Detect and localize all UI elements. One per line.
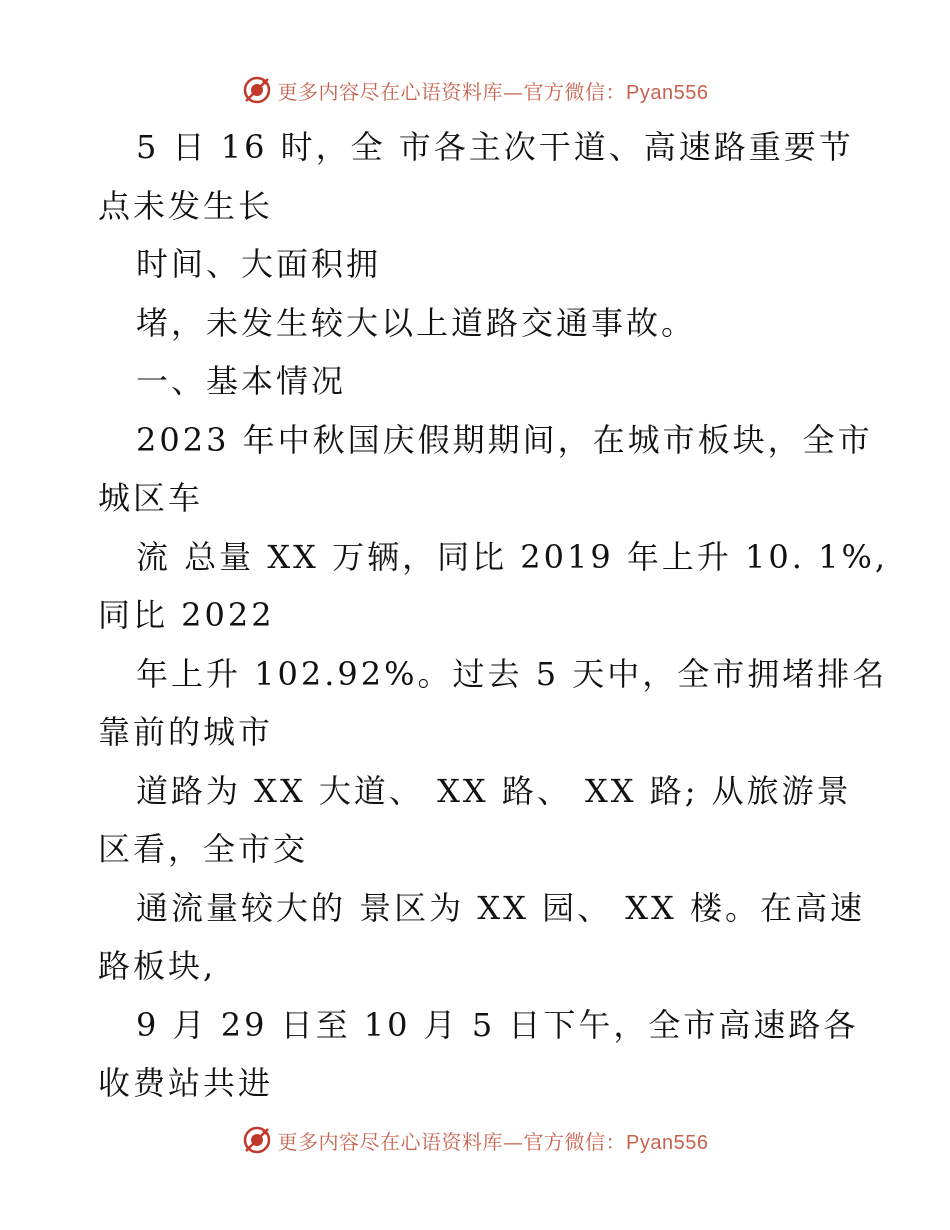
text-line: 收费站共进 (98, 1064, 274, 1102)
watermark-footer (0, 1120, 950, 1160)
text-line: 同比 2022 (98, 596, 275, 634)
text-line: 通流量较大的 景区为 XX 园、 XX 楼。在高速 (136, 888, 865, 927)
watermark-label: 更多内容尽在心语资料库—官方微信： (277, 79, 627, 104)
text-line: 区看，全市交 (98, 830, 309, 868)
text-line: 路板块, (98, 947, 217, 985)
text-line: 城区车 (98, 479, 204, 517)
text-line: 点未发生长 (98, 186, 274, 225)
text-line: 9 月 29 日至 10 月 5 日下午，全市高速路各 (136, 1005, 859, 1044)
pen-logo-icon (242, 1125, 272, 1155)
watermark-wechat-id: Pyan556 (626, 81, 709, 104)
text-line: 年上升 102.92%。过去 5 天中，全市拥堵排名 (136, 654, 888, 693)
text-line: 堵，未发生较大以上道路交通事故。 (136, 303, 697, 342)
watermark-wechat-id: Pyan556 (626, 1131, 709, 1154)
text-line: 一、基本情况 (136, 362, 347, 400)
watermark-label: 更多内容尽在心语资料库—官方微信： (277, 1129, 627, 1154)
pen-logo-icon (242, 75, 272, 105)
text-line: 时间、大面积拥 (136, 245, 382, 283)
watermark-text (278, 76, 709, 105)
text-line: 2023 年中秋国庆假期期间，在城市板块，全市 (136, 420, 873, 459)
watermark-text (278, 1126, 709, 1155)
text-line: 靠前的城市 (98, 713, 274, 751)
text-line: 道路为 XX 大道、 XX 路、 XX 路; 从旅游景 (136, 771, 852, 810)
text-line: 流 总量 XX 万辆，同比 2019 年上升 10. 1%, (136, 537, 889, 576)
text-line: 5 日 16 时，全 市各主次干道、高速路重要节 (136, 128, 854, 166)
watermark-header (0, 70, 950, 110)
document-body (98, 118, 889, 1113)
